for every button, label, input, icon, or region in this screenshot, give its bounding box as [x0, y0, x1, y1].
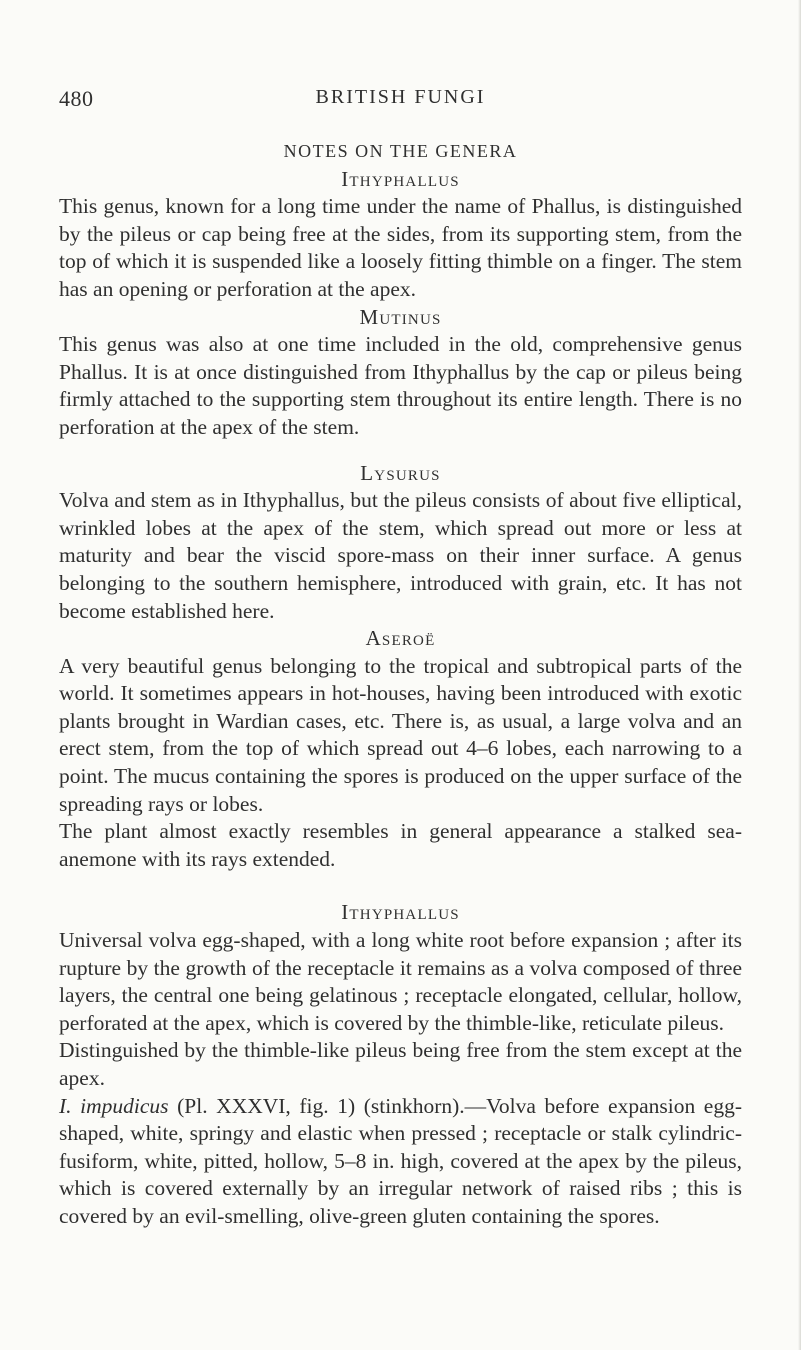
ithyphallus-paragraph: This genus, known for a long time under the name of Phallus, is distinguished by the pileus or cap being free at the sides, from its supporting stem, from the top of which it is suspended like a loosely fitting thimble on a finger. The stem has an opening or perforation at the apex.: [59, 194, 742, 301]
lysurus-paragraph: Volva and stem as in Ithyphallus, but the pileus consists of about five elliptical, wrinkled lobes at the apex of the stem, which spread out more or less at maturity and bear the viscid spore-mass on their inner surface. A genus belonging to the southern hemisphere, introduced with grain, etc. It has not become established here.: [59, 488, 742, 623]
ithyphallus-description-paragraph-1: Universal volva egg-shaped, with a long white root before expansion ; after its rupture by the growth of the receptacle it remains as a volva composed of three layers, the central one being gelatinous ; receptacle elongated, cellular, hollow, perforated at the apex, which is covered by the thimble-like, reticulate pileus.: [59, 928, 742, 1035]
page-number: 480: [59, 86, 94, 111]
page-content: [59, 138, 742, 1231]
ithyphallus-description-heading: Ithyphallus: [341, 900, 460, 925]
impudicus-paragraph: [59, 1093, 742, 1231]
aseroe-heading: Aseroë: [365, 626, 436, 651]
mutinus-heading: Mutinus: [359, 304, 442, 329]
ithyphallus-heading: Ithyphallus: [341, 166, 460, 191]
running-head: [59, 86, 742, 116]
mutinus-paragraph: This genus was also at one time included in the old, comprehensive genus Phallus. It is at once distinguished from Ithyphallus by the cap or pileus being firmly attached to the supporting stem throughout its entire length. There is no perforation at the apex of the stem.: [59, 332, 742, 439]
aseroe-paragraph-1: A very beautiful genus belonging to the tropical and subtropical parts of the world. It sometimes appears in hot-houses, having been introduced with exotic plants brought in Wardian cases, etc. There is, as usual, a large volva and an erect stem, from the top of which spread out 4–6 lobes, each narrowing to a point. The mucus containing the spores is produced on the upper surface of the spreading rays or lobes.: [59, 653, 742, 816]
aseroe-paragraph-2: The plant almost exactly resembles in general appearance a stalked sea-anemone with its rays extended.: [59, 819, 742, 871]
running-title: BRITISH FUNGI: [315, 86, 486, 108]
impudicus-species-name: I. impudicus: [59, 1093, 169, 1118]
ithyphallus-description-paragraph-2: Distinguished by the thimble-like pileus being free from the stem except at the apex.: [59, 1038, 742, 1090]
notes-title: NOTES ON THE GENERA: [283, 141, 518, 161]
lysurus-heading: Lysurus: [360, 460, 441, 485]
impudicus-description: (Pl. XXXVI, fig. 1) (stinkhorn).—Volva before expansion egg-shaped, white, springy and elastic when pressed ; receptacle or stalk cylindric-fusiform, white, pitted, hollow, 5–8 in. high, covered at the apex by the pileus, which is covered externally by an irregular network of raised ribs ; this is covered by an evil-smelling, olive-green gluten containing the spores.: [59, 1093, 742, 1228]
